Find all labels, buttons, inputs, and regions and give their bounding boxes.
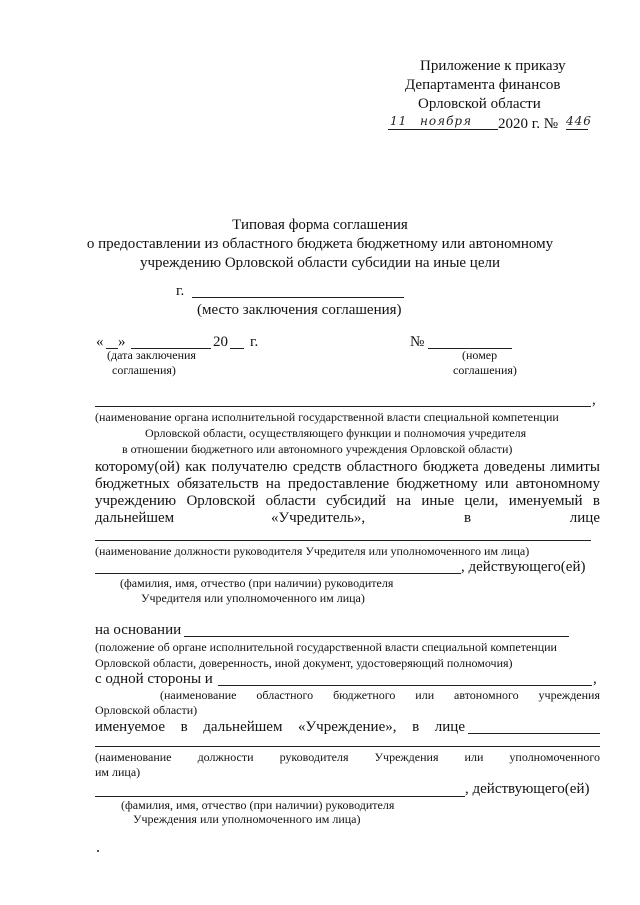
founder-para-1: которому(ой) как получателю средств областного бюджета доведены лимиты — [95, 459, 600, 475]
institution-head-acting: , действующего(ей) — [465, 781, 590, 797]
header-line-2: Департамента финансов — [405, 77, 561, 93]
founder-head-caption: (наименование должности руководителя Учредителя или уполномоченного им лица) — [95, 544, 530, 558]
header-line-3: Орловской области — [418, 96, 541, 112]
founder-head-fio-1: (фамилия, имя, отчество (при наличии) руководителя — [120, 576, 394, 590]
institution-comma: , — [593, 671, 597, 687]
institution-name-line — [218, 685, 592, 686]
institution-head-line-1 — [468, 733, 600, 734]
basis-label: на основании — [95, 622, 182, 638]
institution-caption-2: Орловской области) — [95, 703, 198, 717]
number-sign: № — [410, 334, 425, 350]
date-year-line — [230, 348, 244, 349]
one-side-label: с одной стороны и — [95, 671, 213, 687]
founder-para-3: учреждению Орловской области субсидий на иные цели, именуемый в — [95, 493, 600, 509]
place-prefix: г. — [176, 283, 185, 299]
handwritten-number: 446 — [566, 114, 592, 128]
place-caption: (место заключения соглашения) — [197, 302, 402, 318]
institution-caption-b: им лица) — [95, 765, 141, 779]
handwritten-day: 11 — [390, 114, 408, 128]
founder-comma: , — [592, 392, 596, 408]
institution-head-fio-line — [95, 796, 465, 797]
institution-fio-1: (фамилия, имя, отчество (при наличии) руководителя — [121, 798, 395, 812]
institution-caption-a-text: (наименование должности руководителя Учреждения или уполномоченного — [95, 750, 600, 764]
title-line-2: о предоставлении из областного бюджета бюджетному или автономному — [86, 236, 554, 252]
number-caption-1: (номер — [462, 348, 498, 362]
founder-caption-2: Орловской области, осуществляющего функции и полномочия учредителя — [145, 426, 527, 440]
basis-caption-1: (положение об органе исполнительной государственной власти специальной компетенции — [95, 640, 557, 654]
number-underline — [566, 129, 588, 130]
date-underline — [388, 129, 498, 130]
basis-caption-2: Орловской области, доверенность, иной документ, удостоверяющий полномочия) — [95, 656, 513, 670]
number-caption-2: соглашения) — [453, 363, 517, 377]
institution-fio-2: Учреждения или уполномоченного им лица) — [133, 812, 361, 826]
founder-caption-1: (наименование органа исполнительной государственной власти специальной компетенции — [95, 410, 559, 424]
founder-name-line — [95, 406, 591, 407]
date-caption-1: (дата заключения — [107, 348, 196, 362]
basis-line — [184, 636, 569, 637]
founder-head-fio-2: Учредителя или уполномоченного им лица) — [141, 591, 365, 605]
header-year-number: 2020 г. № — [498, 116, 559, 132]
institution-named-text: именуемое в дальнейшем «Учреждение», в лице — [95, 719, 465, 735]
date-caption-2: соглашения) — [112, 363, 176, 377]
scan-speck — [97, 850, 99, 852]
date-year-prefix: 20 — [213, 334, 228, 350]
founder-head-fio-line — [95, 573, 461, 574]
date-open-quote: « — [96, 334, 104, 350]
founder-para-2: бюджетных обязательств на предоставление бюджетному или автономному — [95, 476, 600, 492]
date-close-quote: » — [118, 334, 126, 350]
institution-caption-1-text: (наименование областного бюджетного или автономного учреждения — [160, 688, 600, 702]
institution-named — [95, 719, 465, 736]
title-line-1: Типовая форма соглашения — [232, 217, 408, 233]
institution-caption-a — [95, 750, 600, 764]
institution-caption-1 — [160, 688, 600, 702]
title-line-3: учреждению Орловской области субсидии на иные цели — [139, 255, 501, 271]
handwritten-month: ноября — [420, 114, 473, 128]
founder-head-acting: , действующего(ей) — [461, 559, 586, 575]
date-year-suffix: г. — [250, 334, 259, 350]
institution-head-line-2 — [95, 746, 600, 747]
founder-caption-3: в отношении бюджетного или автономного учреждения Орловской области) — [122, 442, 513, 456]
place-line — [192, 297, 404, 298]
founder-head-position-line — [95, 540, 591, 541]
header-line-1: Приложение к приказу — [420, 58, 566, 74]
